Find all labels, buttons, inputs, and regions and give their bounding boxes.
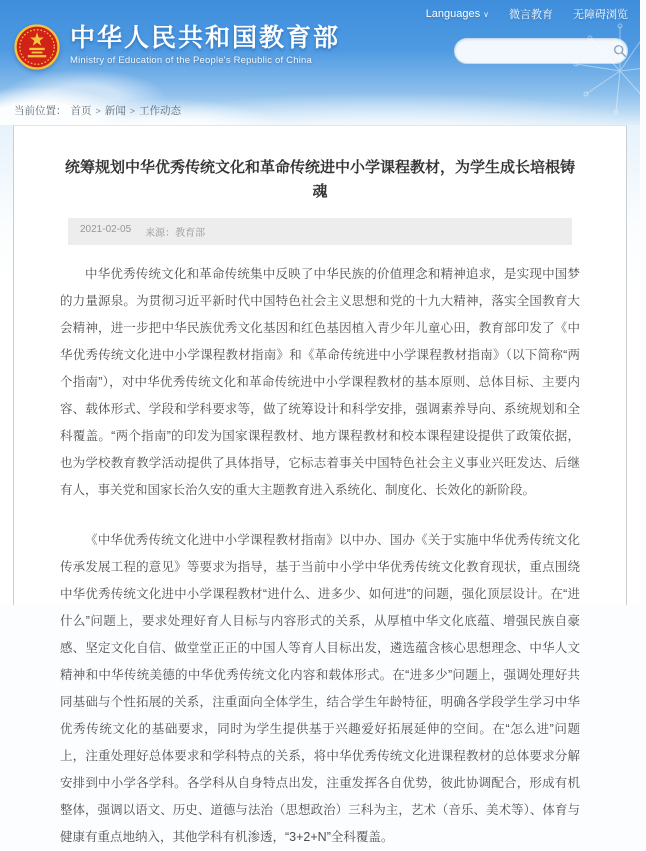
article-card xyxy=(13,125,627,844)
search-box xyxy=(454,38,628,64)
page-body xyxy=(0,125,640,844)
wechat-education-label: 微言教育 xyxy=(509,9,553,21)
article-date: 2021-02-05 xyxy=(80,224,132,235)
wechat-education-link[interactable] xyxy=(509,6,553,22)
breadcrumb-separator: > xyxy=(95,105,101,116)
article-body xyxy=(60,261,580,851)
accessibility-label: 无障碍浏览 xyxy=(573,9,628,21)
article-paragraph: 中华优秀传统文化和革命传统集中反映了中华民族的价值理念和精神追求，是实现中国梦的力量源泉。为贯彻习近平新时代中国特色社会主义思想和党的十九大精神，落实全国教育大会精神，进一步把中华民族优秀文化基因和红色基因植入青少年儿童心田，教育部印发了《中华优秀传统文化进中小学课程教材指南》和《革命传统进中小学课程教材指南》（以下简称“两个指南”），对中华优秀传统文化和革命传统进中小学课程教材的基本原则、总体目标、主要内容、载体形式、学段和学科要求等，做了统筹设计和科学安排，强调素养导向、系统规划和全科覆盖。“两个指南”的印发为国家课程教材、地方课程教材和校本课程建设提供了政策依据，也为学校教育教学活动提供了具体指导，它标志着事关中国特色社会主义事业兴旺发达、后继有人，事关党和国家长治久安的重大主题教育进入系统化、制度化、长效化的新阶段。 xyxy=(60,267,580,497)
breadcrumb xyxy=(14,103,181,118)
accessibility-link[interactable] xyxy=(573,6,628,22)
article-source: 来源：教育部 xyxy=(145,228,206,239)
article-title: 统筹规划中华优秀传统文化和革命传统进中小学课程教材，为学生成长培根铸魂 xyxy=(64,159,575,200)
search-icon xyxy=(613,44,627,58)
search-input[interactable] xyxy=(455,39,613,63)
national-emblem-icon xyxy=(14,24,60,70)
breadcrumb-home[interactable]: 首页 xyxy=(70,105,92,117)
article-meta-bar xyxy=(68,218,572,245)
languages-label: Languages xyxy=(425,8,481,20)
utility-nav xyxy=(426,6,628,22)
site-title: 中华人民共和国教育部 xyxy=(70,24,341,52)
site-subtitle: Ministry of Education of the People's Republic of China xyxy=(70,55,312,66)
site-header xyxy=(0,0,640,125)
chevron-down-icon: ∨ xyxy=(483,9,489,19)
article-paragraph: 《中华优秀传统文化进中小学课程教材指南》以中办、国办《关于实施中华优秀传统文化传承发展工程的意见》等要求为指导，基于当前中小学中华优秀传统文化教育现状，重点围绕中华优秀传统文化进中小学课程教材“进什么、进多少、如何进”的问题，强化顶层设计。在“进什么”问题上，要求处理好育人目标与内容形式的关系，从厚植中华文化底蕴、增强民族自豪感、坚定文化自信、做堂堂正正的中国人等育人目标出发，遴选蕴含核心思想理念、中华人文精神和中华传统美德的中华优秀传统文化内容和载体形式。在“进多少”问题上，强调处理好共同基础与个性拓展的关系，注重面向全体学生，结合学生年龄特征，明确各学段学生学习中华优秀传统文化的基础要求，同时为学生提供基于兴趣爱好拓展延伸的空间。在“怎么进”问题上，注重处理好总体要求和学科特点的关系，将中华优秀传统文化进课程教材的总体要求分解安排到中小学各学科。各学科从自身特点出发，注重发挥各自优势，彼此协调配合，形成有机整体，强调以语文、历史、道德与法治（思想政治）三科为主，艺术（音乐、美术等）、体育与健康有重点地纳入，其他学科有机渗透，“3+2+N”全科覆盖。 xyxy=(60,533,580,844)
dandelion-decoration xyxy=(560,16,646,116)
breadcrumb-label: 当前位置： xyxy=(14,105,67,117)
search-button[interactable] xyxy=(613,44,635,58)
breadcrumb-separator: > xyxy=(129,105,136,116)
breadcrumb-work-trends[interactable]: 工作动态 xyxy=(139,105,182,117)
site-brand[interactable] xyxy=(14,24,340,70)
languages-menu[interactable] xyxy=(426,8,489,20)
brand-text xyxy=(70,24,340,66)
breadcrumb-news[interactable]: 新闻 xyxy=(104,105,126,117)
